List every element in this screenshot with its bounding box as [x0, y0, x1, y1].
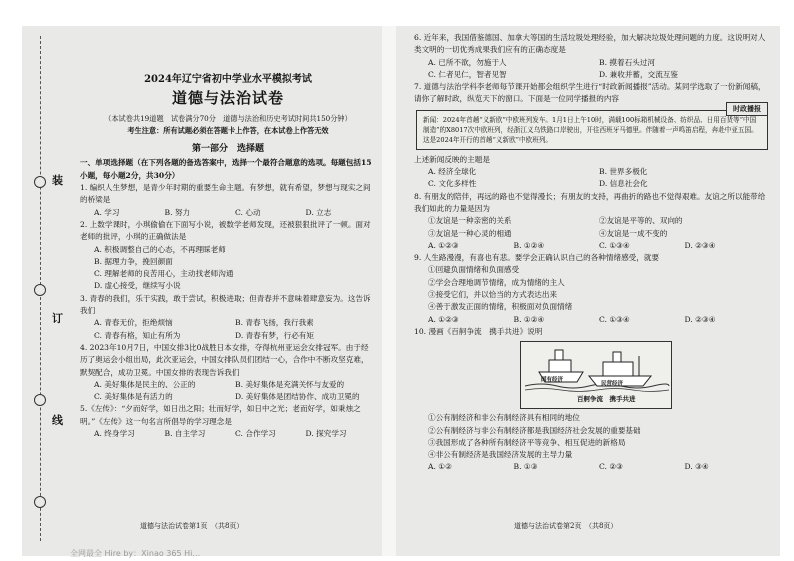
option-d: D. 信息社会化 [599, 179, 648, 189]
choice-3: ③接受它们，并以恰当的方式表达出来 [428, 290, 558, 300]
option-a: A. 学习 [94, 207, 120, 217]
option-row [414, 461, 770, 473]
option-b: B. 美好集体是充满关怀与友爱的 [235, 379, 345, 389]
option-b: B. 摸着石头过河 [599, 57, 655, 67]
option-c: C. 心动 [235, 207, 261, 217]
option-a: A. 美好集体是民主的、公正的 [94, 379, 196, 389]
option-c: C. 美好集体是有活力的 [94, 392, 173, 402]
option-row [414, 69, 770, 81]
option-d: D. 兼收并蓄，交流互鉴 [599, 69, 678, 79]
spine-char: 装 [52, 174, 63, 187]
option-d: D. 青春有梦，行必有矩 [235, 330, 314, 340]
question-stem: 3. 青春的我们，乐于实践，敢于尝试，积极进取；但青春并不意味着肆意妄为。这告诉我们 [80, 293, 371, 316]
watermark: 全网最全 Hire by：Xinao 365 Hi… [70, 549, 201, 558]
boat-sign-public: 国有经济 [541, 377, 564, 384]
option-row [80, 379, 376, 391]
question-9 [414, 252, 770, 326]
question-stem: 7. 道德与法治学科李老师每节课开始都会组织学生进行“时政新闻播报”活动。某同学选取了一份新闻稿，请你了解时政，纵览天下的窗口。下面是一位同学播报的内容 [414, 82, 766, 104]
option-row [80, 428, 376, 440]
option-b: B. 青春飞扬，我行我素 [235, 318, 314, 328]
binding-hole-icon [34, 284, 46, 296]
news-tag: 时政播报 [726, 102, 768, 116]
subject-title: 道德与法治试卷 [171, 89, 284, 108]
option-c: C. 合作学习 [235, 429, 276, 439]
choice-4: ④友谊是一成不变的 [599, 228, 668, 238]
news-box-wrap [414, 103, 770, 150]
option-a: A. 积极调整自己的心态，不再理睬老师 [94, 244, 226, 254]
option-b: B. 据理力争，挽回颜面 [94, 256, 173, 266]
option-a: A. 青春无价，拒绝烦恼 [94, 318, 173, 328]
choice-row [414, 215, 770, 227]
boat-sign-private: 民营经济 [601, 381, 624, 388]
question-stem: 1. 编织人生梦想，是青少年时期的重要生命主题。有梦想，就有希望，梦想与现实之间的桥梁是 [80, 183, 371, 205]
binding-hole-icon [34, 176, 46, 188]
news-box: 新闻：2024年首趟“义新欧”中欧班列发车。1月1日上午10时，满载100标箱机械设备、纺织品、日用百货等“中国制造”的X8017次中欧班列，经浙江义乌铁路口岸驶出，开往西班牙马德里。伴随着一声鸣笛启程，奔赴中亚五国。这是2024年开行的首趟“义新欧”中欧班列。 [416, 110, 768, 150]
option-d: D. ③④ [684, 462, 709, 472]
question-stem: 2. 上数学课时，小琪偷偷在下面写小说，被数学老师发现，还被狠狠批评了一顿。面对老师的批评，小琪的正确做法是 [80, 219, 371, 242]
question-2 [80, 219, 376, 293]
question-1 [80, 182, 376, 219]
spine-char: 订 [52, 312, 63, 325]
question-10 [414, 326, 770, 474]
option-d: D. 虚心接受，继续写小说 [94, 281, 181, 291]
option-c: C. 理解老师的良苦用心，主动找老师沟通 [94, 269, 234, 279]
question-8 [414, 191, 770, 252]
binding-hole-icon [34, 394, 46, 406]
choice-1: ①友谊是一种亲密的关系 [428, 216, 512, 226]
exam-title: 2024年辽宁省初中学业水平模拟考试 [144, 74, 312, 85]
option-c: C. 仁者见仁，智者见智 [428, 69, 507, 79]
option-d: D. 立志 [305, 207, 332, 217]
choice-1: ①回避负面情绪和负面感受 [428, 265, 520, 275]
binding-hole-icon [34, 496, 46, 508]
question-6 [414, 32, 770, 81]
option-row [414, 166, 770, 178]
option-c: C. ①③④ [599, 314, 630, 324]
option-row [414, 57, 770, 69]
choice-2: ②公有制经济与非公有制经济都是我国经济社会发展的重要基础 [428, 425, 641, 435]
exam-note: （本试卷共19道题 试卷满分70分 道德与法治和历史考试时间共150分钟） [104, 113, 352, 123]
exam-sheet [22, 26, 780, 556]
question-stem: 6. 近年来，我国借鉴德国、加拿大等国的生活垃圾处理经验，加大解决垃圾处理问题的力度。这说明对人类文明的一切优秀成果我们应有的正确态度是 [414, 33, 766, 55]
option-row [80, 330, 376, 342]
choice-4: ④善于激发正面的情绪，积极面对负面情绪 [428, 302, 573, 312]
option-c: C. 青春有格，知止有所为 [94, 330, 181, 340]
question-4 [80, 342, 376, 403]
choice-2: ②友谊是平等的、双向的 [599, 216, 683, 226]
option-b: B. 世界多极化 [599, 167, 648, 177]
section-header: 一、单项选择题（在下列各题的备选答案中，选择一个最符合题意的选项。每题包括15小题，每小题2分，共30分） [80, 158, 372, 180]
option-d: D. ②③④ [684, 240, 716, 250]
part-title: 第一部分 选择题 [191, 144, 264, 155]
option-a: A. 经济全球化 [428, 167, 477, 177]
question-stem: 4. 2023年10月7日，中国女排3比0战胜日本女排，夺得杭州亚运会女排冠军。由于经历了奥运会小组出局，此次亚运会，中国女排队员们团结一心，合作中不断攻坚克难，默契配合，成功卫冕。中国女排的表现告诉我们 [80, 342, 369, 377]
binding-spine [22, 26, 74, 556]
question-stem: 10. 漫画《百舸争流 携手共进》说明 [414, 326, 543, 336]
page-divider [382, 26, 396, 556]
option-b: B. ①③ [513, 462, 538, 472]
choice-3: ③我国形成了各种所有制经济平等竞争、相互促进的新格局 [428, 437, 626, 447]
choice-2: ②学会合理地调节情绪，成为情绪的主人 [428, 277, 565, 287]
question-5 [80, 403, 376, 440]
option-b: B. ①②④ [513, 314, 545, 324]
cartoon-caption: 百舸争流 携手共进 [577, 394, 636, 403]
option-d: D. 探究学习 [305, 429, 347, 439]
left-page: 2024年辽宁省初中学业水平模拟考试 道德与法治试卷 （本试卷共19道题 试卷满分70分 道德与法治和历史考试时间共150分钟） 考生注意：所有试题必须在答题卡上作答，在本试卷上作答无效 第一部分 选择题 一、单项选择题（在下列各题的备选答案中，选择一个最符合题意的选项。每题包括15小题，每小题2分，共30分） 1. 编织人生梦想，是青少年时期的重要生命主题。有梦想，就有希望，梦想与现实之间的桥梁是 A. 学习 B. 努力 C. 心动 D. 立志 2. 上数学课时，小琪偷偷在下面写小说，被数学老师发现，还被狠狠批评了一顿。面对老师的批评，小琪的正确做法是 A. 积极调整自己的心态，不再理睬老师 B. 据理力争，挽回颜面 C. 理解老师的良苦用心，主动找老师沟通 D. 虚心接受，继续写小说 3. 青春的我们，乐于实践，敢于尝试，积极进取；但青春并不意味着肆意妄为。这告诉我们 A. 青春无价，拒绝烦恼 B. 青春飞扬，我行我素 C. 青春有格，知止有所为 D. 青春有梦，行必有矩 4. 2023年10月7日，中国女排3比0战胜日本女排，夺得杭州亚运会女排冠军。由于经历了奥运会小组出局，此次亚运会，中国女排队员们团结一心，合作中不断攻坚克难，默契配合，成功卫冕。中国女排的表现告诉我们 A. 美好集体是民主的、公正的 B. 美好集体是充满关怀与友爱的 C. 美好集体是有活力的 D. 美好集体是团结协作、成功卫冕的 5.《左传》：“夕而好学，如日出之阳；壮而好学，如日中之光；老而好学，如秉烛之明。”《左传》这一句名言所倡导的学习理念是 A. 终身学习 B. 自主学习 C. 合作学习 D. 探究学习 道德与法治试卷第1页 （共8页） [80, 32, 376, 440]
option-row [80, 207, 376, 219]
option-b: B. 自主学习 [164, 429, 206, 439]
question-prompt: 上述新闻反映的主题是 [414, 154, 490, 164]
cartoon-image [520, 341, 672, 409]
question-3 [80, 293, 376, 342]
option-a: A. 已所不欲，勿施于人 [428, 57, 507, 67]
choice-row [414, 228, 770, 240]
exam-warning: 考生注意：所有试题必须在答题卡上作答，在本试卷上作答无效 [127, 125, 329, 135]
option-c: C. ①③④ [599, 240, 630, 250]
option-b: B. ①②④ [513, 240, 545, 250]
question-stem: 8. 有朋友的陪伴，再远的路也不觉得漫长；有朋友的支持，再曲折的路也不觉得艰难。友谊之所以能带给我们如此的力量是因为 [414, 191, 766, 213]
option-a: A. ①②③ [428, 314, 459, 324]
spine-char: 线 [52, 414, 63, 427]
option-d: D. 美好集体是团结协作、成功卫冕的 [235, 392, 360, 402]
option-b: B. 努力 [164, 207, 191, 217]
option-a: A. ①② [428, 462, 452, 472]
question-stem: 9. 人生路漫漫，有喜也有悲。要学会正确认识自己的各种情绪感受，就要 [414, 253, 660, 263]
choice-1: ①公有制经济和非公有制经济具有相同的地位 [428, 413, 580, 423]
question-7 [414, 81, 770, 190]
choice-4: ④非公有制经济是我国经济发展的主导力量 [428, 450, 573, 460]
right-page: 6. 近年来，我国借鉴德国、加拿大等国的生活垃圾处理经验，加大解决垃圾处理问题的力度。这说明对人类文明的一切优秀成果我们应有的正确态度是 A. 已所不欲，勿施于人 B. 摸着石头过河 C. 仁者见仁，智者见智 D. 兼收并蓄，交流互鉴 7. 道德与法治学科李老师每节课开始都会组织学生进行“时政新闻播报”活动。某同学选取了一份新闻稿，请你了解时政，纵览天下的窗口。下面是一位同学播报的内容 时政播报 新闻：2024年首趟“义新欧”中欧班列发车。1月1日上午10时，满载100标箱机械设备、纺织品、日用百货等“中国制造”的X8017次中欧班列，经浙江义乌铁路口岸驶出，开往西班牙马德里。伴随着一声鸣笛启程，奔赴中亚五国。这是2024年开行的首趟“义新欧”中欧班列。 上述新闻反映的主题是 A. 经济全球化 B. 世界多极化 C. 文化多样性 D. 信息社会化 8. 有朋友的陪伴，再远的路也不觉得漫长；有朋友的支持，再曲折的路也不觉得艰难。友谊之所以能带给我们如此的力量是因为 ①友谊是一种亲密的关系 ②友谊是平等的、双向的 ③友谊是一种心灵的相通 ④友谊是一成不变的 A. ①②③ B. ①②④ C. ①③④ D. ②③④ 9. 人生路漫漫，有喜也有悲。要学会正确认识自己的各种情绪感受，就要 ①回避负面情绪和负面感受 ②学会合理地调节情绪，成为情绪的主人 ③接受它们，并以恰当的方式表达出来 ④善于激发正面的情绪，积极面对负面情绪 A. ①②③ B. ①②④ C. ①③④ D. ②③④ 10. 漫画《百舸争流 携手共进》说明 国有经济 民营经济 百舸争流 携手共进 ①公有制经济和非公有制经济具有相同的地位 ②公有制经济与非公有制经济都是我国经济社会发展的重要基础 ③我国形成了各种所有制经济平等竞争、相互促进的新格局 ④非公有制经济是我国经济发展的主导力量 A. ①② B. ①③ C. ②③ D. ③④ 道德与法治试卷第2页 （共8页） [414, 32, 770, 474]
option-row [414, 314, 770, 326]
question-stem: 5.《左传》：“夕而好学，如日出之阳；壮而好学，如日中之光；老而好学，如秉烛之明。”《左传》这一句名言所倡导的学习理念是 [80, 404, 361, 426]
choice-3: ③友谊是一种心灵的相通 [428, 228, 512, 238]
option-a: A. ①②③ [428, 240, 459, 250]
option-row [414, 240, 770, 252]
option-c: C. 文化多样性 [428, 179, 477, 189]
option-row [80, 317, 376, 329]
option-row [80, 391, 376, 403]
option-d: D. ②③④ [684, 314, 716, 324]
option-c: C. ②③ [599, 462, 623, 472]
option-a: A. 终身学习 [94, 429, 135, 439]
option-row [414, 178, 770, 190]
